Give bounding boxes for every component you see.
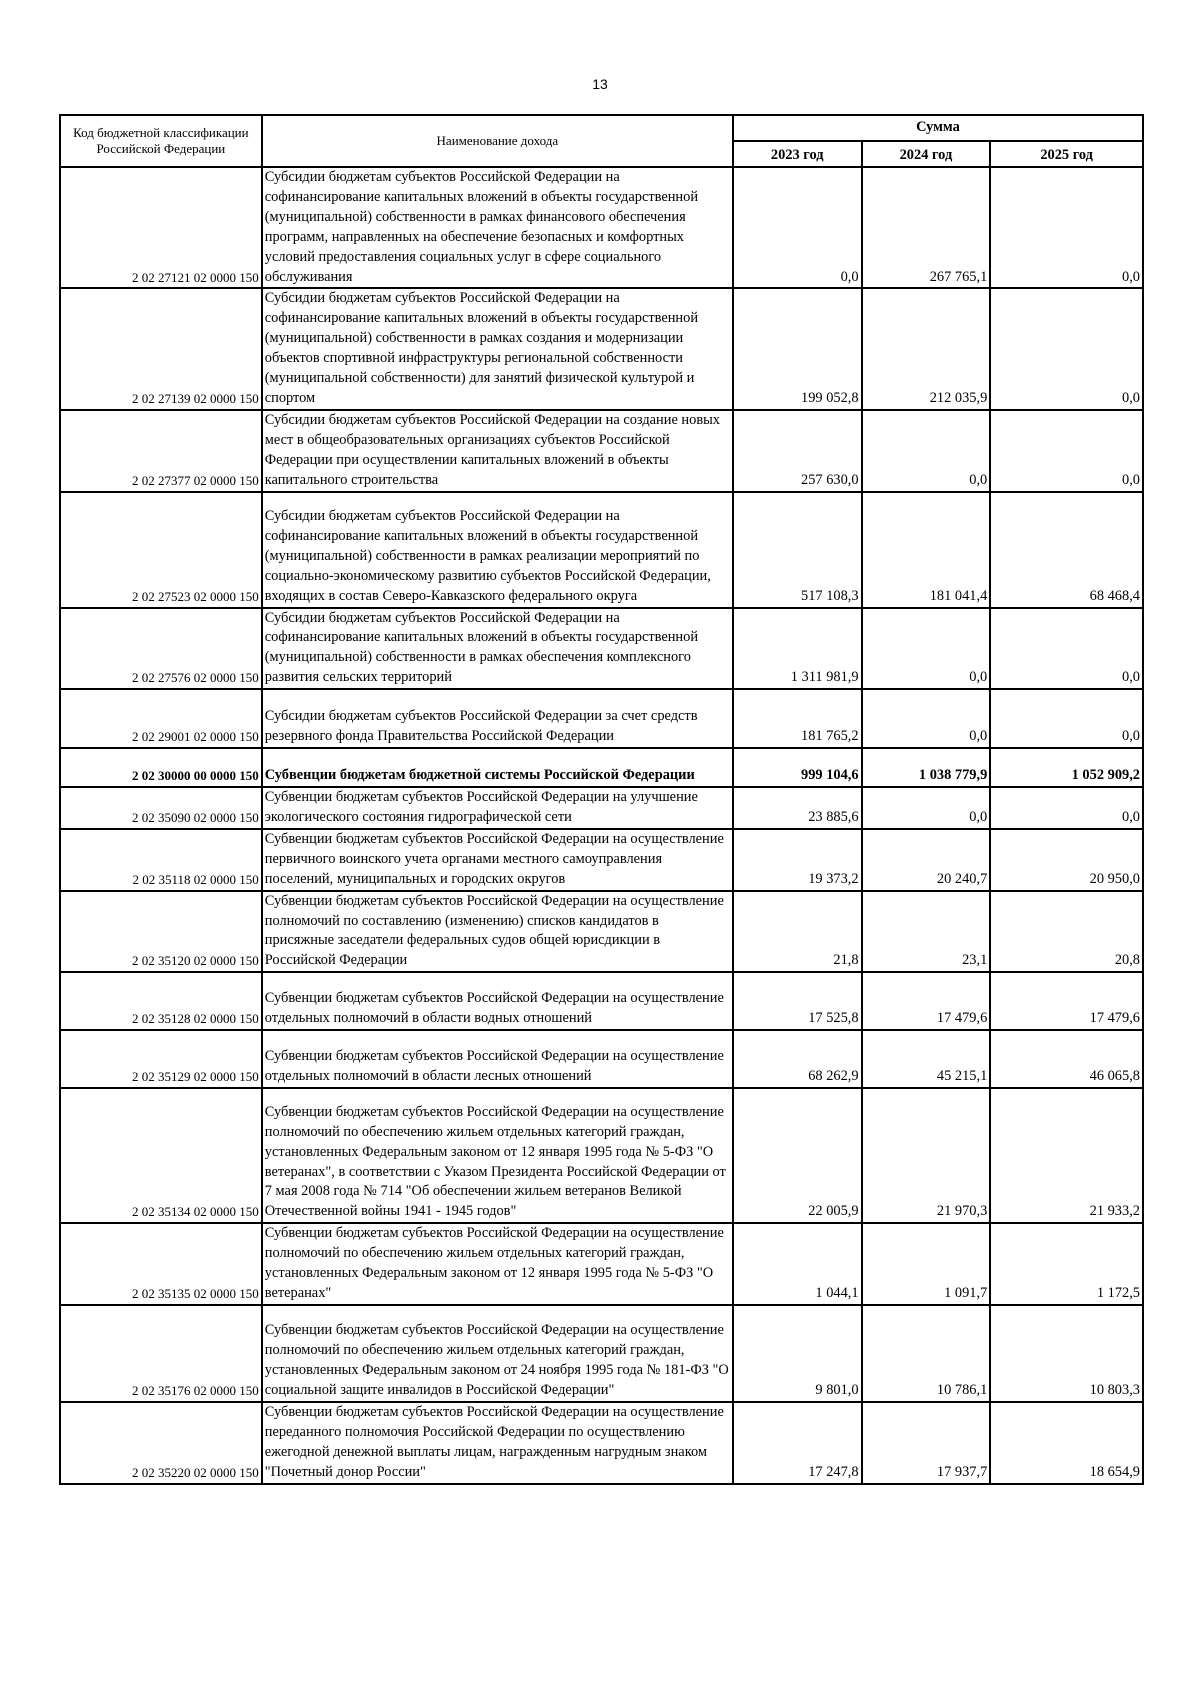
table-row	[60, 689, 1143, 748]
amount-2024-cell: 17 479,6	[862, 972, 991, 1030]
amount-2025-cell: 17 479,6	[990, 972, 1143, 1030]
amount-2023-cell: 9 801,0	[733, 1305, 862, 1402]
table-row	[60, 829, 1143, 891]
revenue-name-cell: Субсидии бюджетам субъектов Российской Федерации на создание новых мест в общеобразовательных организациях субъектов Российской Федерации при осуществлении капитальных вложений в объекты капитального строительства	[262, 410, 733, 492]
budget-code-cell: 2 02 27576 02 0000 150	[60, 608, 262, 690]
table-row	[60, 1223, 1143, 1305]
table-row	[60, 748, 1143, 787]
amount-2024-cell: 267 765,1	[862, 167, 991, 288]
amount-2023-cell: 17 247,8	[733, 1402, 862, 1484]
amount-2024-cell: 10 786,1	[862, 1305, 991, 1402]
revenue-name-cell: Субвенции бюджетам бюджетной системы Российской Федерации	[262, 748, 733, 787]
amount-2023-cell: 22 005,9	[733, 1088, 862, 1223]
amount-2024-cell: 0,0	[862, 787, 991, 829]
budget-code-cell: 2 02 29001 02 0000 150	[60, 689, 262, 748]
amount-2023-cell: 17 525,8	[733, 972, 862, 1030]
amount-2023-cell: 1 311 981,9	[733, 608, 862, 690]
amount-2023-cell: 517 108,3	[733, 492, 862, 608]
revenue-name-cell: Субсидии бюджетам субъектов Российской Федерации на софинансирование капитальных вложений в объекты государственной (муниципальной) собственности в рамках реализации мероприятий по социально-экономическому развитию субъектов Российской Федерации, входящих в состав Северо-Кавказского федерального округа	[262, 492, 733, 608]
header-code: Код бюджетной классификации Российской Федерации	[60, 115, 262, 167]
amount-2023-cell: 999 104,6	[733, 748, 862, 787]
revenue-name-cell: Субвенции бюджетам субъектов Российской Федерации на осуществление полномочий по обеспечению жильем отдельных категорий граждан, установленных Федеральным законом от 24 ноября 1995 года № 181-ФЗ "О социальной защите инвалидов в Российской Федерации"	[262, 1305, 733, 1402]
amount-2023-cell: 23 885,6	[733, 787, 862, 829]
budget-code-cell: 2 02 35128 02 0000 150	[60, 972, 262, 1030]
header-sum: Сумма	[733, 115, 1143, 141]
amount-2024-cell: 20 240,7	[862, 829, 991, 891]
revenue-name-cell: Субвенции бюджетам субъектов Российской Федерации на осуществление полномочий по обеспечению жильем отдельных категорий граждан, установленных Федеральным законом от 12 января 1995 года № 5-ФЗ "О ветеранах"	[262, 1223, 733, 1305]
amount-2025-cell: 0,0	[990, 689, 1143, 748]
amount-2024-cell: 1 038 779,9	[862, 748, 991, 787]
revenue-name-cell: Субвенции бюджетам субъектов Российской Федерации на улучшение экологического состояния гидрографической сети	[262, 787, 733, 829]
amount-2024-cell: 0,0	[862, 608, 991, 690]
amount-2025-cell: 21 933,2	[990, 1088, 1143, 1223]
table-row	[60, 1030, 1143, 1088]
amount-2025-cell: 0,0	[990, 410, 1143, 492]
amount-2025-cell: 20,8	[990, 891, 1143, 973]
amount-2025-cell: 1 172,5	[990, 1223, 1143, 1305]
header-year-2025: 2025 год	[990, 141, 1143, 167]
budget-code-cell: 2 02 35118 02 0000 150	[60, 829, 262, 891]
amount-2025-cell: 0,0	[990, 787, 1143, 829]
budget-code-cell: 2 02 27377 02 0000 150	[60, 410, 262, 492]
budget-code-cell: 2 02 35176 02 0000 150	[60, 1305, 262, 1402]
amount-2025-cell: 0,0	[990, 167, 1143, 288]
budget-code-cell: 2 02 35090 02 0000 150	[60, 787, 262, 829]
revenue-name-cell: Субвенции бюджетам субъектов Российской Федерации на осуществление полномочий по обеспечению жильем отдельных категорий граждан, установленных Федеральным законом от 12 января 1995 года № 5-ФЗ "О ветеранах", в соответствии с Указом Президента Российской Федерации от 7 мая 2008 года № 714 "Об обеспечении жильем ветеранов Великой Отечественной войны 1941 - 1945 годов"	[262, 1088, 733, 1223]
amount-2023-cell: 257 630,0	[733, 410, 862, 492]
table-header	[60, 115, 1143, 167]
page-number: 13	[592, 76, 608, 92]
table-row	[60, 167, 1143, 288]
amount-2025-cell: 20 950,0	[990, 829, 1143, 891]
table-row	[60, 410, 1143, 492]
amount-2023-cell: 21,8	[733, 891, 862, 973]
amount-2023-cell: 68 262,9	[733, 1030, 862, 1088]
table-row	[60, 891, 1143, 973]
amount-2025-cell: 68 468,4	[990, 492, 1143, 608]
budget-code-cell: 2 02 35120 02 0000 150	[60, 891, 262, 973]
amount-2024-cell: 1 091,7	[862, 1223, 991, 1305]
amount-2024-cell: 0,0	[862, 689, 991, 748]
amount-2025-cell: 1 052 909,2	[990, 748, 1143, 787]
budget-code-cell: 2 02 27139 02 0000 150	[60, 288, 262, 409]
table-row	[60, 1402, 1143, 1484]
amount-2023-cell: 19 373,2	[733, 829, 862, 891]
amount-2023-cell: 199 052,8	[733, 288, 862, 409]
revenue-name-cell: Субвенции бюджетам субъектов Российской Федерации на осуществление переданного полномочия Российской Федерации по осуществлению ежегодной денежной выплаты лицам, награжденным нагрудным знаком "Почетный донор России"	[262, 1402, 733, 1484]
revenue-table	[59, 114, 1144, 1485]
budget-code-cell: 2 02 27523 02 0000 150	[60, 492, 262, 608]
table-row	[60, 1088, 1143, 1223]
revenue-name-cell: Субвенции бюджетам субъектов Российской Федерации на осуществление отдельных полномочий в области водных отношений	[262, 972, 733, 1030]
amount-2024-cell: 212 035,9	[862, 288, 991, 409]
amount-2024-cell: 23,1	[862, 891, 991, 973]
table-row	[60, 787, 1143, 829]
table-row	[60, 608, 1143, 690]
table-row	[60, 492, 1143, 608]
amount-2024-cell: 45 215,1	[862, 1030, 991, 1088]
header-year-2023: 2023 год	[733, 141, 862, 167]
revenue-name-cell: Субвенции бюджетам субъектов Российской Федерации на осуществление полномочий по составлению (изменению) списков кандидатов в присяжные заседатели федеральных судов общей юрисдикции в Российской Федерации	[262, 891, 733, 973]
budget-code-cell: 2 02 30000 00 0000 150	[60, 748, 262, 787]
budget-code-cell: 2 02 35220 02 0000 150	[60, 1402, 262, 1484]
revenue-name-cell: Субсидии бюджетам субъектов Российской Федерации на софинансирование капитальных вложений в объекты государственной (муниципальной) собственности в рамках обеспечения комплексного развития сельских территорий	[262, 608, 733, 690]
amount-2024-cell: 0,0	[862, 410, 991, 492]
amount-2023-cell: 1 044,1	[733, 1223, 862, 1305]
table-row	[60, 972, 1143, 1030]
budget-code-cell: 2 02 35135 02 0000 150	[60, 1223, 262, 1305]
amount-2023-cell: 0,0	[733, 167, 862, 288]
amount-2025-cell: 46 065,8	[990, 1030, 1143, 1088]
revenue-name-cell: Субсидии бюджетам субъектов Российской Федерации на софинансирование капитальных вложений в объекты государственной (муниципальной) собственности в рамках создания и модернизации объектов спортивной инфраструктуры региональной собственности (муниципальной собственности) для занятий физической культурой и спортом	[262, 288, 733, 409]
revenue-name-cell: Субсидии бюджетам субъектов Российской Федерации на софинансирование капитальных вложений в объекты государственной (муниципальной) собственности в рамках финансового обеспечения программ, направленных на обеспечение безопасных и комфортных условий предоставления социальных услуг в сфере социального обслуживания	[262, 167, 733, 288]
amount-2025-cell: 10 803,3	[990, 1305, 1143, 1402]
budget-code-cell: 2 02 27121 02 0000 150	[60, 167, 262, 288]
table-row	[60, 1305, 1143, 1402]
header-name: Наименование дохода	[262, 115, 733, 167]
revenue-name-cell: Субвенции бюджетам субъектов Российской Федерации на осуществление отдельных полномочий в области лесных отношений	[262, 1030, 733, 1088]
amount-2024-cell: 17 937,7	[862, 1402, 991, 1484]
budget-code-cell: 2 02 35134 02 0000 150	[60, 1088, 262, 1223]
revenue-name-cell: Субсидии бюджетам субъектов Российской Федерации за счет средств резервного фонда Правительства Российской Федерации	[262, 689, 733, 748]
amount-2024-cell: 181 041,4	[862, 492, 991, 608]
amount-2024-cell: 21 970,3	[862, 1088, 991, 1223]
amount-2025-cell: 0,0	[990, 608, 1143, 690]
revenue-name-cell: Субвенции бюджетам субъектов Российской Федерации на осуществление первичного воинского учета органами местного самоуправления поселений, муниципальных и городских округов	[262, 829, 733, 891]
amount-2025-cell: 18 654,9	[990, 1402, 1143, 1484]
amount-2023-cell: 181 765,2	[733, 689, 862, 748]
table-row	[60, 288, 1143, 409]
budget-code-cell: 2 02 35129 02 0000 150	[60, 1030, 262, 1088]
table-body	[60, 167, 1143, 1484]
header-year-2024: 2024 год	[862, 141, 991, 167]
amount-2025-cell: 0,0	[990, 288, 1143, 409]
